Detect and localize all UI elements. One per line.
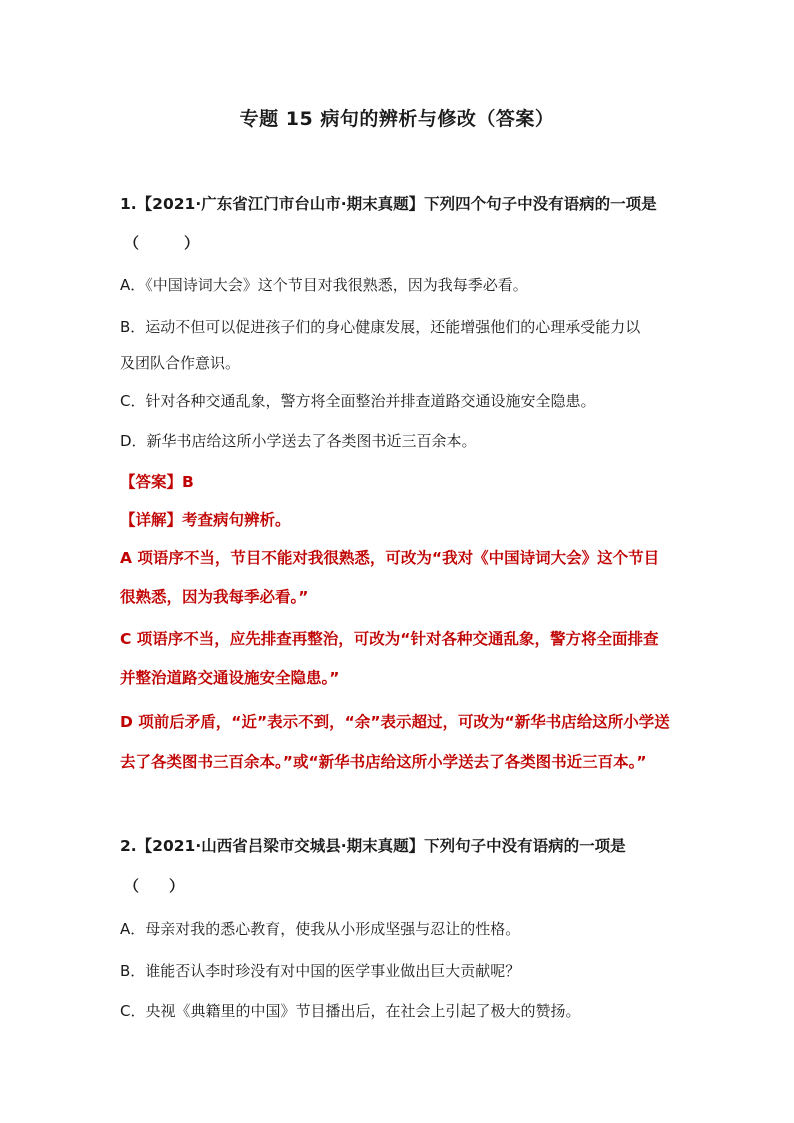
question-1-explanation-6: 去了各类图书三百余本。”或“新华书店给这所小学送去了各类图书近三百本。”	[120, 753, 647, 771]
question-1-answer: 【答案】B	[120, 473, 194, 491]
question-1-blank: （ ）	[124, 234, 200, 252]
question-1-explanation-2: 很熟悉，因为我每季必看。”	[120, 588, 309, 606]
question-1-explanation-4: 并整治道路交通设施安全隐患。”	[120, 669, 340, 687]
question-1-option-c: C．针对各种交通乱象，警方将全面整治并排查道路交通设施安全隐患。	[120, 392, 596, 410]
question-1-explanation-1: A 项语序不当，节目不能对我很熟悉，可改为“我对《中国诗词大会》这个节目	[120, 549, 660, 567]
question-1-option-b-cont: 及团队合作意识。	[120, 354, 241, 372]
question-2-header: 2.【2021·山西省吕梁市交城县·期末真题】下列句子中没有语病的一项是	[120, 837, 626, 855]
question-2-option-b: B．谁能否认李时珍没有对中国的医学事业做出巨大贡献呢？	[120, 962, 521, 980]
question-1-explanation-3: C 项语序不当，应先排查再整治，可改为“针对各种交通乱象，警方将全面排查	[120, 630, 659, 648]
question-1-detail: 【详解】考查病句辨析。	[120, 511, 291, 529]
question-1-option-d: D．新华书店给这所小学送去了各类图书近三百余本。	[120, 432, 477, 450]
question-2-blank: （ ）	[124, 877, 185, 895]
question-1-option-b: B．运动不但可以促进孩子们的身心健康发展，还能增强他们的心理承受能力以	[120, 318, 641, 336]
question-1-option-a: A．《中国诗词大会》这个节目对我很熟悉，因为我每季必看。	[120, 276, 528, 294]
question-2-option-a: A．母亲对我的悉心教育，使我从小形成坚强与忍让的性格。	[120, 920, 521, 938]
question-1-explanation-5: D 项前后矛盾，“近”表示不到，“余”表示超过，可改为“新华书店给这所小学送	[120, 713, 670, 731]
page-title: 专题 15 病句的辨析与修改（答案）	[239, 108, 555, 130]
question-1-header: 1.【2021·广东省江门市台山市·期末真题】下列四个句子中没有语病的一项是	[120, 195, 657, 213]
question-2-option-c: C．央视《典籍里的中国》节目播出后，在社会上引起了极大的赞扬。	[120, 1002, 581, 1020]
